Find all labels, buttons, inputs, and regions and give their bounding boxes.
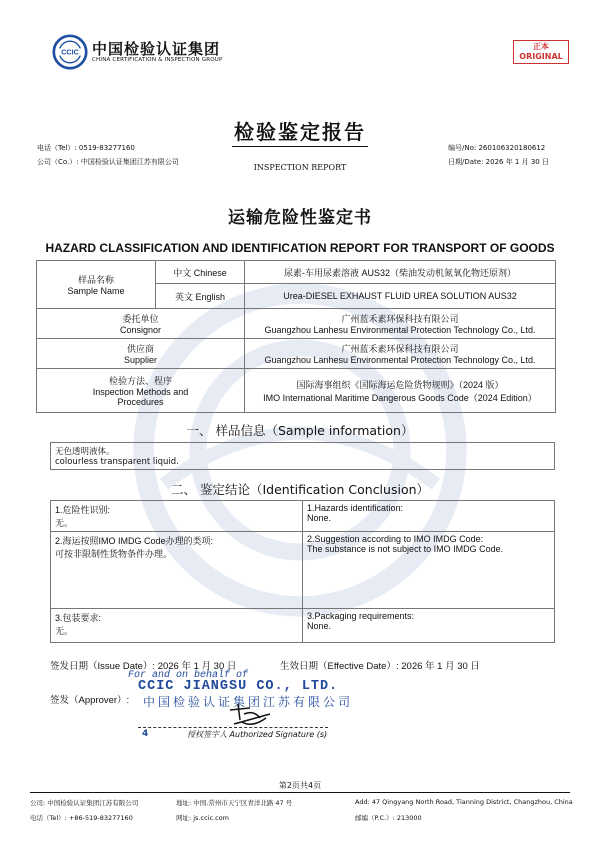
suggestion-cn <box>51 532 303 609</box>
sample-info-heading: 一、 样品信息（Sample information） <box>186 423 414 438</box>
conclusion-heading: 二、 鉴定结论（Identification Conclusion） <box>170 482 430 497</box>
doc-title-cn: 运输危险性鉴定书 <box>228 208 372 228</box>
method-value-cn: 国际海事组织《国际海运危险货物规则》（2024 版） <box>296 379 504 390</box>
hazard-cn <box>51 501 303 532</box>
report-title-text: 检验鉴定报告 <box>232 120 368 147</box>
footer-rule <box>30 792 570 793</box>
sample-info-cn: 无色透明液体。 <box>55 447 115 457</box>
suggestion-en-label: 2.Suggestion according to IMO IMDG Code: <box>307 534 484 544</box>
for-behalf: For and on behalf of <box>128 670 249 681</box>
packaging-cn <box>51 609 303 643</box>
consignor-cn: 委托单位 <box>122 314 159 324</box>
sample-name-en: Sample Name <box>67 286 125 296</box>
report-number: 编号/No: 260106320180612 <box>448 144 546 152</box>
stamp-cn: 正本 <box>533 42 549 51</box>
packaging-en <box>303 609 555 643</box>
supplier-cn: 供应商 <box>126 344 154 354</box>
consignor-value-cn: 广州蓝禾素环保科技有限公司 <box>341 314 459 324</box>
ccic-company-cn: 中国检验认证集团江苏有限公司 <box>143 695 354 709</box>
mark-4: 4 <box>142 729 149 739</box>
footer-postcode: 邮编（P.C.）: 213000 <box>355 814 422 822</box>
doc-title-en: HAZARD CLASSIFICATION AND IDENTIFICATION REPORT FOR TRANSPORT OF GOODS <box>45 241 555 255</box>
report-subtitle: INSPECTION REPORT <box>253 163 347 172</box>
sample-name-cell <box>37 261 156 309</box>
chinese-value: 尿素-车用尿素溶液 AUS32（柴油发动机氮氧化物还原剂） <box>245 261 556 284</box>
company: 公司（Co.）: 中国检验认证集团江苏有限公司 <box>37 158 179 166</box>
hazard-en <box>303 501 555 532</box>
method-en-2: Procedures <box>117 397 164 407</box>
conclusion-table <box>50 500 555 643</box>
stamp-en: ORIGINAL <box>519 52 563 61</box>
chinese-label: 中文 Chinese <box>156 261 245 284</box>
hazard-en-label: 1.Hazards identification: <box>307 503 404 513</box>
suggestion-cn-value: 可按非限制性货物条件办理。 <box>55 549 173 559</box>
hazard-cn-value: 无。 <box>55 518 74 528</box>
packaging-en-label: 3.Packaging requirements: <box>307 611 415 621</box>
consignor-value <box>245 309 556 339</box>
ccic-company-en: CCIC JIANGSU CO., LTD. <box>138 679 339 694</box>
svg-text:CCIC: CCIC <box>61 47 79 57</box>
method-value-en: IMO International Maritime Dangerous Goods Code（2024 Edition） <box>263 392 537 403</box>
english-value: Urea-DIESEL EXHAUST FLUID UREA SOLUTION AUS32 <box>245 284 556 309</box>
footer-web: 网址: js.ccic.com <box>176 814 229 822</box>
suggestion-en-value: The substance is not subject to IMO IMDG Code. <box>307 544 504 554</box>
sample-name-cn: 样品名称 <box>77 275 114 285</box>
packaging-cn-label: 3.包装要求: <box>55 613 102 623</box>
footer-company: 公司: 中国检验认证集团江苏有限公司 <box>30 799 139 807</box>
suggestion-en <box>303 532 555 609</box>
method-value <box>245 369 556 413</box>
supplier-value-cn: 广州蓝禾素环保科技有限公司 <box>341 344 459 354</box>
english-label: 英文 English <box>156 284 245 309</box>
method-cn: 检验方法、程序 <box>108 376 172 386</box>
approver-label: 签发（Approver）: <box>50 695 130 706</box>
org-name-cn: 中国检验认证集团 <box>92 40 221 58</box>
original-stamp <box>513 40 569 64</box>
sample-info-box <box>50 442 555 470</box>
issue-date: 签发日期（Issue Date）: 2026 年 1 月 30 日 <box>50 661 237 672</box>
suggestion-cn-label: 2.海运按照IMO IMDG Code办理的类项: <box>55 536 214 546</box>
footer-address-cn: 地址: 中国.常州市天宁区青洋北路 47 号 <box>176 799 293 807</box>
packaging-cn-value: 无。 <box>55 626 74 636</box>
page-number: 第2页共4页 <box>278 781 322 790</box>
supplier-value-en: Guangzhou Lanhesu Environmental Protection Technology Co., Ltd. <box>264 355 536 365</box>
info-table <box>36 260 556 413</box>
effective-date: 生效日期（Effective Date）: 2026 年 1 月 30 日 <box>280 661 480 672</box>
method-label <box>37 369 245 413</box>
method-en-1: Inspection Methods and <box>92 387 189 397</box>
supplier-label <box>37 339 245 369</box>
report-title <box>0 116 600 145</box>
footer-address-en: Add: 47 Qingyang North Road, Tianning District, Changzhou, China <box>355 798 573 806</box>
hazard-en-value: None. <box>307 513 332 523</box>
packaging-en-value: None. <box>307 621 332 631</box>
consignor-en: Consignor <box>119 325 162 335</box>
report-date: 日期/Date: 2026 年 1 月 30 日 <box>448 158 549 166</box>
footer-tel: 电话（Tel）: +86-519-83277160 <box>30 814 133 822</box>
supplier-value <box>245 339 556 369</box>
authorized-signature: 授权签字人 Authorized Signature (s) <box>187 730 328 739</box>
org-name-en: CHINA CERTIFICATION & INSPECTION GROUP <box>92 57 223 63</box>
tel: 电话（Tel）: 0519-83277160 <box>37 144 135 152</box>
supplier-en: Supplier <box>123 355 158 365</box>
sample-info-en: colourless transparent liquid. <box>55 457 179 467</box>
signature-line <box>138 727 328 728</box>
hazard-cn-label: 1.危险性识别: <box>55 505 111 515</box>
consignor-value-en: Guangzhou Lanhesu Environmental Protection Technology Co., Ltd. <box>264 325 536 335</box>
consignor-label <box>37 309 245 339</box>
ccic-logo <box>52 34 88 70</box>
